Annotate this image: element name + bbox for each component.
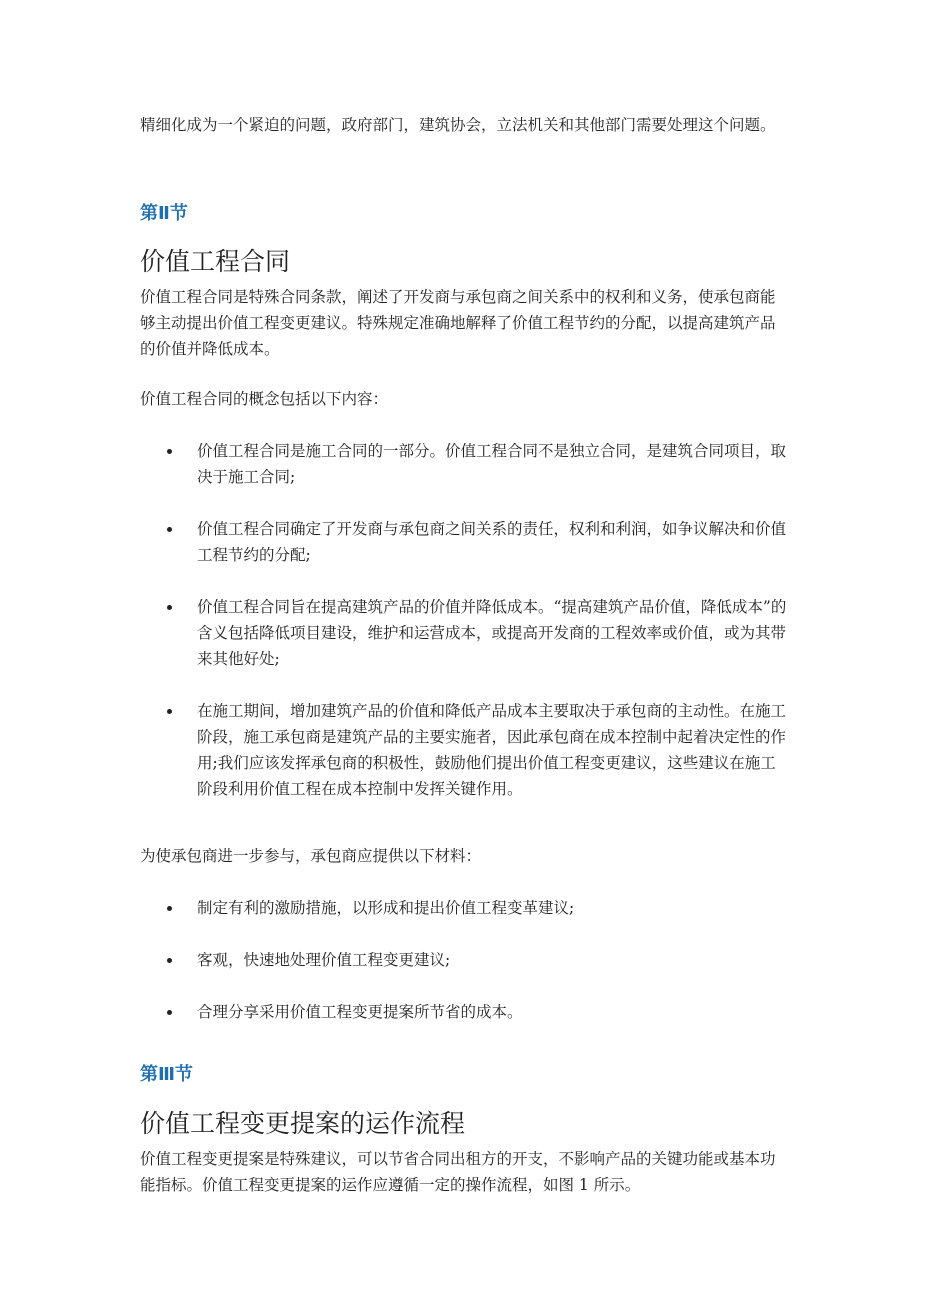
list-item-text: 合理分享采用价值工程变更提案所节省的成本。 — [197, 1003, 523, 1021]
section-2-paragraph-1: 价值工程合同是特殊合同条款，阐述了开发商与承包商之间关系中的权利和义务，使承包商能够主动提出价值工程变更建议。特殊规定准确地解释了价值工程节约的分配，以提高建筑产品的价值并降低成本。 — [140, 288, 776, 358]
list-item — [140, 438, 790, 490]
section-3-label: 第Ⅲ节 — [140, 1064, 194, 1085]
list-item — [140, 895, 790, 921]
section-3-paragraph-1: 价值工程变更提案是特殊建议，可以节省合同出租方的开支，不影响产品的关键功能或基本功能指标。价值工程变更提案的运作应遵循一定的操作流程，如图 1 所示。 — [140, 1150, 776, 1194]
bullet-icon — [167, 605, 172, 610]
section-2-title: 价值工程合同 — [140, 247, 291, 276]
section-2-paragraph-3: 为使承包商进一步参与，承包商应提供以下材料： — [140, 847, 482, 865]
concept-bullet-list — [140, 438, 790, 802]
bullet-icon — [167, 1010, 172, 1015]
list-item-text: 价值工程合同确定了开发商与承包商之间关系的责任，权利和利润，如争议解决和价值工程节约的分配; — [197, 520, 787, 564]
list-item — [140, 947, 790, 973]
list-item — [140, 594, 790, 672]
intro-paragraph: 精细化成为一个紧迫的问题，政府部门，建筑协会，立法机关和其他部门需要处理这个问题。 — [140, 116, 776, 134]
bullet-icon — [167, 449, 172, 454]
bullet-icon — [167, 709, 172, 714]
bullet-icon — [167, 527, 172, 532]
list-item-text: 价值工程合同旨在提高建筑产品的价值并降低成本。“提高建筑产品价值，降低成本”的含义包括降低项目建设，维护和运营成本，或提高开发商的工程效率或价值，或为其带来其他好处; — [197, 598, 787, 668]
materials-bullet-list — [140, 895, 790, 1025]
bullet-icon — [167, 906, 172, 911]
list-item-text: 价值工程合同是施工合同的一部分。价值工程合同不是独立合同，是建筑合同项目，取决于施工合同; — [197, 442, 787, 486]
list-item — [140, 999, 790, 1025]
section-2-label: 第Ⅱ节 — [140, 203, 188, 224]
list-item — [140, 698, 790, 802]
list-item — [140, 516, 790, 568]
section-2-paragraph-2: 价值工程合同的概念包括以下内容： — [140, 390, 389, 408]
list-item-text: 在施工期间，增加建筑产品的价值和降低产品成本主要取决于承包商的主动性。在施工阶段，施工承包商是建筑产品的主要实施者，因此承包商在成本控制中起着决定性的作用;我们应该发挥承包商的积极性，鼓励他们提出价值工程变更建议，这些建议在施工阶段利用价值工程在成本控制中发挥关键作用。 — [197, 702, 787, 798]
list-item-text: 制定有利的激励措施，以形成和提出价值工程变革建议; — [197, 899, 575, 917]
bullet-icon — [167, 958, 172, 963]
section-3-title: 价值工程变更提案的运作流程 — [140, 1109, 466, 1138]
list-item-text: 客观，快速地处理价值工程变更建议; — [197, 951, 451, 969]
